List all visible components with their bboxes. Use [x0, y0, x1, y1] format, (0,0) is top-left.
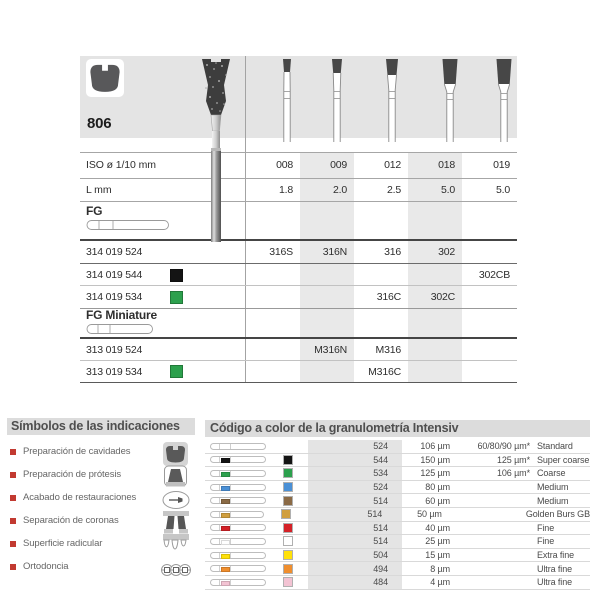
grit-name: Fine	[537, 522, 555, 533]
color-band	[221, 554, 230, 559]
grit-size: 125 µm	[420, 468, 450, 479]
symbols-panel-title: Símbolos de las indicaciones	[7, 418, 195, 435]
iso-row-label: ISO ø 1/10 mm	[86, 159, 156, 171]
red-bullet-icon	[10, 449, 16, 455]
shank-color-diagram	[210, 443, 266, 450]
bur-ref: 302C	[430, 291, 455, 303]
grit-size: 80 µm	[425, 482, 450, 493]
grit-table	[205, 440, 590, 590]
order-code: 314 019 524	[86, 245, 143, 258]
red-bullet-icon	[10, 472, 16, 478]
grit-size: 8 µm	[430, 563, 450, 574]
grit-row	[205, 576, 590, 590]
shape-icon-box	[86, 59, 124, 97]
indication-symbols-panel	[7, 418, 195, 580]
bur-ref: 302CB	[478, 269, 510, 281]
shank-color-diagram	[210, 524, 266, 531]
length-value: 2.5	[387, 183, 401, 196]
grit-row	[205, 467, 590, 481]
indication-label: Preparación de cavidades	[23, 446, 131, 457]
order-code: 313 019 524	[86, 343, 143, 356]
iso-grit-size: 60/80/90 µm*	[477, 441, 530, 452]
length-value: 1.8	[279, 183, 293, 196]
length-value: 5.0	[441, 183, 455, 196]
orthodontics-icon	[157, 557, 193, 581]
grit-name: Standard	[537, 441, 573, 452]
red-bullet-icon	[10, 541, 16, 547]
grit-name: Fine	[537, 536, 555, 547]
iso-value: 018	[438, 159, 455, 171]
color-swatch	[283, 455, 293, 465]
grit-size: 15 µm	[425, 550, 450, 561]
grit-swatch	[170, 291, 183, 304]
grit-code: 484	[373, 577, 388, 588]
grit-code: 534	[373, 468, 388, 479]
shank-color-diagram	[210, 552, 266, 559]
color-swatch	[283, 468, 293, 478]
color-band	[221, 499, 230, 504]
order-code: 314 019 534	[86, 291, 143, 303]
grit-size: 25 µm	[425, 536, 450, 547]
bur-diagram-018	[435, 58, 465, 142]
grit-size: 50 µm	[417, 509, 442, 520]
bur-ref: 302	[438, 245, 455, 258]
bur-diagram-009	[322, 58, 352, 142]
order-row	[80, 265, 517, 285]
grit-name: Ultra fine	[537, 577, 573, 588]
bur-series-table	[80, 56, 517, 383]
order-code: 313 019 534	[86, 365, 143, 378]
bur-ref: 316	[384, 245, 401, 258]
length-row	[80, 178, 517, 201]
section-header-fg-miniature: FG Miniature	[86, 308, 157, 322]
grit-color-code-panel	[205, 420, 590, 590]
length-value: 2.0	[333, 183, 347, 196]
color-swatch	[283, 577, 293, 587]
grit-row	[205, 508, 590, 522]
indication-label: Preparación de prótesis	[23, 469, 122, 480]
root-surface-icon	[157, 534, 193, 558]
color-band	[221, 458, 230, 463]
grit-row	[205, 562, 590, 576]
crown-separation-icon	[157, 511, 193, 535]
color-band	[221, 526, 230, 531]
grit-name: Super coarse	[537, 454, 590, 465]
list-item	[7, 511, 195, 534]
color-swatch	[283, 550, 293, 560]
cavity-preparation-icon	[157, 442, 193, 466]
color-band	[221, 567, 230, 572]
section-header-fg: FG	[86, 204, 103, 218]
grit-code: 514	[373, 536, 388, 547]
fg-miniature-shank-diagram	[86, 323, 154, 335]
red-bullet-icon	[10, 564, 16, 570]
grit-code: 524	[373, 441, 388, 452]
grit-name: Coarse	[537, 468, 566, 479]
shank-color-diagram	[210, 484, 266, 491]
length-row-label: L mm	[86, 183, 112, 196]
shank-color-diagram	[210, 579, 266, 586]
grit-row	[205, 481, 590, 495]
figure-number: 806	[87, 115, 112, 132]
order-row	[80, 240, 517, 263]
bur-ref: 316C	[376, 291, 401, 303]
grit-size: 60 µm	[425, 495, 450, 506]
red-bullet-icon	[10, 518, 16, 524]
grit-name: Medium	[537, 482, 569, 493]
grit-row	[205, 535, 590, 549]
column-divider	[245, 56, 246, 383]
grit-code: 544	[373, 454, 388, 465]
grit-code: 514	[373, 522, 388, 533]
grit-size: 40 µm	[425, 522, 450, 533]
grit-name: Extra fine	[537, 550, 575, 561]
color-band	[221, 513, 230, 518]
restoration-finishing-icon	[157, 488, 193, 512]
shank-color-diagram	[210, 538, 266, 545]
indication-label: Superficie radicular	[23, 538, 103, 549]
iso-value: 009	[330, 159, 347, 171]
color-band	[221, 581, 230, 586]
bur-diagram-019	[489, 58, 519, 142]
color-swatch	[281, 509, 291, 519]
bur-ref: M316C	[368, 365, 401, 378]
grit-name: Golden Burs GB	[525, 509, 590, 520]
iso-grit-size: 106 µm*	[496, 468, 530, 479]
indication-label: Separación de coronas	[23, 515, 119, 526]
color-swatch	[283, 564, 293, 574]
order-row	[80, 286, 517, 308]
grit-name: Medium	[537, 495, 569, 506]
length-value: 5.0	[496, 183, 510, 196]
bur-photo	[198, 57, 234, 242]
grit-size: 4 µm	[430, 577, 450, 588]
order-row	[80, 361, 517, 382]
list-item	[7, 442, 195, 465]
shank-color-diagram	[210, 511, 264, 518]
grit-size: 150 µm	[420, 454, 450, 465]
grit-name: Ultra fine	[537, 563, 573, 574]
grit-code: 494	[373, 563, 388, 574]
grit-swatch	[170, 269, 183, 282]
grit-row	[205, 522, 590, 536]
grit-code: 524	[373, 482, 388, 493]
grit-code: 504	[373, 550, 388, 561]
color-swatch	[283, 482, 293, 492]
iso-grit-size: 125 µm*	[496, 454, 530, 465]
grit-panel-title: Código a color de la granulometría Intensiv	[205, 420, 590, 437]
grit-row	[205, 549, 590, 563]
red-bullet-icon	[10, 495, 16, 501]
inverted-cone-shape-icon	[86, 59, 124, 97]
color-band	[221, 472, 230, 477]
shank-color-diagram	[210, 456, 266, 463]
shank-color-diagram	[210, 497, 266, 504]
color-swatch	[283, 536, 293, 546]
bur-ref: M316	[375, 343, 401, 356]
grit-row	[205, 440, 590, 454]
grit-row	[205, 494, 590, 508]
grit-code: 514	[367, 509, 383, 520]
bur-ref: 316S	[269, 245, 293, 258]
grit-code: 514	[373, 495, 388, 506]
list-item	[7, 488, 195, 511]
bur-ref: 316N	[322, 245, 347, 258]
list-item	[7, 465, 195, 488]
color-band	[221, 540, 230, 545]
indication-label: Ortodoncia	[23, 561, 69, 572]
order-code: 314 019 544	[86, 269, 143, 281]
color-swatch	[283, 523, 293, 533]
iso-value: 012	[384, 159, 401, 171]
iso-row	[80, 152, 517, 178]
grit-size: 106 µm	[420, 441, 450, 452]
shank-color-diagram	[210, 470, 266, 477]
iso-value: 008	[276, 159, 293, 171]
bur-ref: M316N	[314, 343, 347, 356]
list-item	[7, 534, 195, 557]
color-swatch	[283, 496, 293, 506]
bur-diagram-008	[272, 58, 302, 142]
prosthesis-preparation-icon	[157, 465, 193, 489]
bur-diagram-012	[377, 58, 407, 142]
grit-swatch	[170, 365, 183, 378]
color-band	[221, 486, 230, 491]
order-row	[80, 339, 517, 360]
fg-shank-diagram	[86, 219, 170, 231]
iso-value: 019	[493, 159, 510, 171]
grit-row	[205, 454, 590, 468]
shank-color-diagram	[210, 565, 266, 572]
list-item	[7, 557, 195, 580]
symbols-list	[7, 442, 195, 580]
indication-label: Acabado de restauraciones	[23, 492, 137, 503]
